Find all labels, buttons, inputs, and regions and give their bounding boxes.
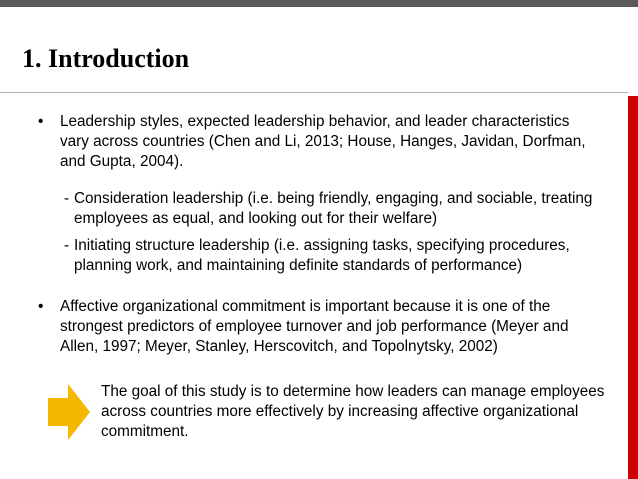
sub-marker: - [64,237,70,254]
right-accent-bar [628,96,638,479]
bullet-marker: • [38,298,44,315]
bullet-text: Leadership styles, expected leadership behavior, and leader characteristics vary across countries (Chen and Li, 2013; House, Hanges, Javidan, Dorfman, and Gupta, 2004). [60,113,586,170]
bullet-text: Affective organizational commitment is important because it is one of the strongest predictors of employee turnover and job performance (Meyer and Allen, 1997; Meyer, Stanley, Herscovitch, and Topolnytsky, 2002) [60,298,569,355]
bullet-item-affective-commitment [38,297,593,357]
bullet-marker: • [38,113,44,130]
sub-text: Consideration leadership (i.e. being friendly, engaging, and sociable, treating employees as equal, and looking out for their welfare) [74,190,593,227]
arrow-right-icon [48,384,90,440]
sub-marker: - [64,190,70,207]
top-accent-bar [0,0,638,7]
page-title: 1. Introduction [22,44,190,73]
title-divider [0,92,628,93]
goal-statement: The goal of this study is to determine how leaders can manage employees across countries more effectively by increasing affective organizational commitment. [101,383,605,440]
sub-text: Initiating structure leadership (i.e. assigning tasks, specifying procedures, planning work, and maintaining definite standards of performance) [74,237,570,274]
sub-item-consideration [64,189,604,229]
sub-item-initiating-structure [64,236,604,276]
bullet-item-leadership-styles [38,112,593,172]
